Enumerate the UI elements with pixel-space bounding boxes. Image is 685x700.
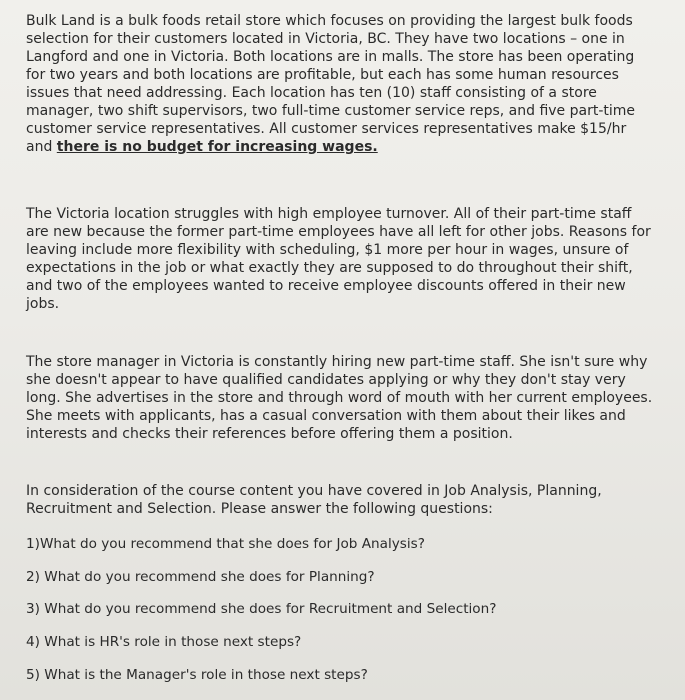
question-5: 5) What is the Manager's role in those next steps? <box>26 667 368 683</box>
paragraph-company-background-text: Bulk Land is a bulk foods retail store which focuses on providing the largest bulk foods selection for their customers located in Victoria, BC. They have two locations – one in Langford and one in Victoria. Both locations are in malls. The store has been operating for two years and both locations are profitable, but each has some human resources issues that need addressing. Each location has ten (10) staff consisting of a store manager, two shift supervisors, two full-time customer service reps, and five part-time customer service representatives. All customer services representatives make $15/hr and <box>26 13 635 155</box>
question-2: 2) What do you recommend she does for Planning? <box>26 569 375 585</box>
question-1: 1)What do you recommend that she does for Job Analysis? <box>26 536 425 552</box>
questions-intro: In consideration of the course content you have covered in Job Analysis, Planning, Recruitment and Selection. Please answer the following questions: <box>26 483 602 517</box>
question-4: 4) What is HR's role in those next steps? <box>26 634 302 650</box>
paragraph-turnover: The Victoria location struggles with high employee turnover. All of their part-time staff are new because the former part-time employees have all left for other jobs. Reasons for leaving include more flexibility with scheduling, $1 more per hour in wages, unsure of expectations in the job or what exactly they are supposed to do throughout their shift, and two of the employees wanted to receive employee discounts offered in their new jobs. <box>26 206 651 312</box>
paragraph-company-background <box>26 12 656 156</box>
no-budget-emphasis: there is no budget for increasing wages. <box>56 139 378 155</box>
question-3: 3) What do you recommend she does for Recruitment and Selection? <box>26 601 497 617</box>
paragraph-hiring-practice: The store manager in Victoria is constantly hiring new part-time staff. She isn't sure why she doesn't appear to have qualified candidates applying or why they don't stay very long. She advertises in the store and through word of mouth with her current employees. She meets with applicants, has a casual conversation with them about their likes and interests and checks their references before offering them a position. <box>26 354 653 442</box>
